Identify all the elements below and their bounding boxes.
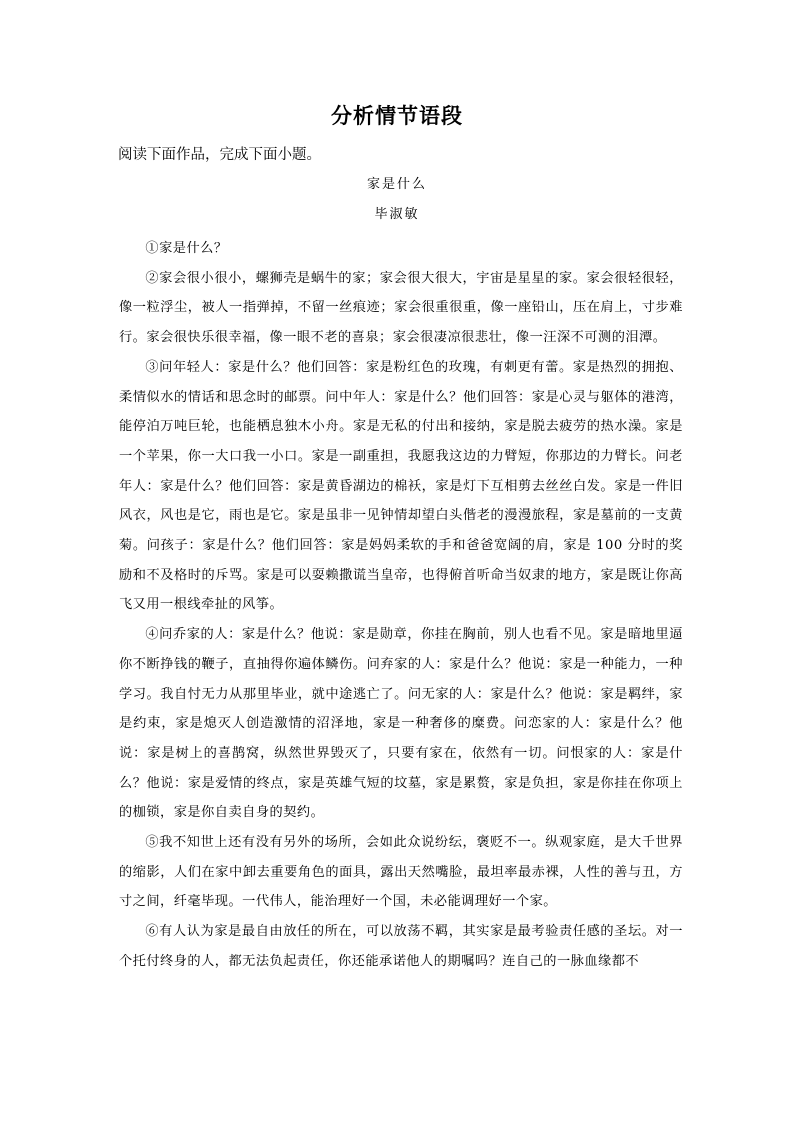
paragraph-2: ②家会很小很小，螺狮壳是蜗牛的家；家会很大很大，宇宙是星星的家。家会很轻很轻，像一粒浮尘，被人一指弹掉，不留一丝痕迹；家会很重很重，像一座铅山，压在肩上，寸步难行。家会很快乐很幸福，像一眼不老的喜泉；家会很凄凉很悲壮，像一汪深不可测的泪潭。	[119, 270, 683, 346]
article-body	[119, 234, 683, 977]
paragraph-5: ⑤我不知世上还有没有另外的场所，会如此众说纷纭，褒贬不一。纵观家庭，是大千世界的缩影，人们在家中卸去重要角色的面具，露出天然嘴脸，最坦率最赤裸，人性的善与丑，方寸之间，纤毫毕现。一代伟人，能治理好一个国，未必能调理好一个家。	[119, 835, 683, 910]
paragraph-3: ③问年轻人：家是什么？他们回答：家是粉红色的玫瑰，有刺更有蕾。家是热烈的拥抱、柔情似水的情话和思念时的邮票。问中年人：家是什么？他们回答：家是心灵与躯体的港湾，能停泊万吨巨轮，也能栖息独木小舟。家是无私的付出和接纳，家是脱去疲劳的热水澡。家是一个苹果，你一大口我一小口。家是一副重担，我愿我这边的力臂短，你那边的力臂长。问老年人：家是什么？他们回答：家是黄昏湖边的棉袄，家是灯下互相剪去丝丝白发。家是一件旧风衣，风也是它，雨也是它。家是虽非一见钟情却望白头偕老的漫漫旅程，家是墓前的一支黄菊。问孩子：家是什么？他们回答：家是妈妈柔软的手和爸爸宽阔的肩，家是 100 分时的奖励和不及格时的斥骂。家是可以耍赖撒谎当皇帝，也得俯首听命当奴隶的地方，家是既让你高飞又用一根线牵扯的风筝。	[119, 359, 683, 613]
instruction-text: 阅读下面作品，完成下面小题。	[118, 147, 321, 163]
paragraph-1: ①家是什么？	[145, 241, 228, 256]
paragraph-6: ⑥有人认为家是最自由放任的所在，可以放荡不羁，其实家是最考验责任感的圣坛。对一个托付终身的人，都无法负起责任，你还能承诺他人的期嘱吗？连自己的一脉血缘都不	[119, 924, 683, 969]
page-title: 分析情节语段	[331, 103, 463, 128]
paragraph-4: ④问乔家的人：家是什么？他说：家是勋章，你挂在胸前，别人也看不见。家是暗地里逼你不断挣钱的鞭子，直抽得你遍体鳞伤。问弃家的人：家是什么？他说：家是一种能力，一种学习。我自忖无力从那里毕业，就中途逃亡了。问无家的人：家是什么？他说：家是羁绊，家是约束，家是熄灭人创造激情的沼泽地，家是一种奢侈的糜费。问恋家的人：家是什么？他说：家是树上的喜鹊窝，纵然世界毁灭了，只要有家在，依然有一切。问恨家的人：家是什么？他说：家是爱情的终点，家是英雄气短的坟墓，家是累赘，家是负担，家是你挂在你项上的枷锁，家是你自卖自身的契约。	[119, 627, 683, 821]
article-author: 毕淑敏	[374, 207, 420, 222]
article-title: 家是什么	[366, 177, 427, 192]
